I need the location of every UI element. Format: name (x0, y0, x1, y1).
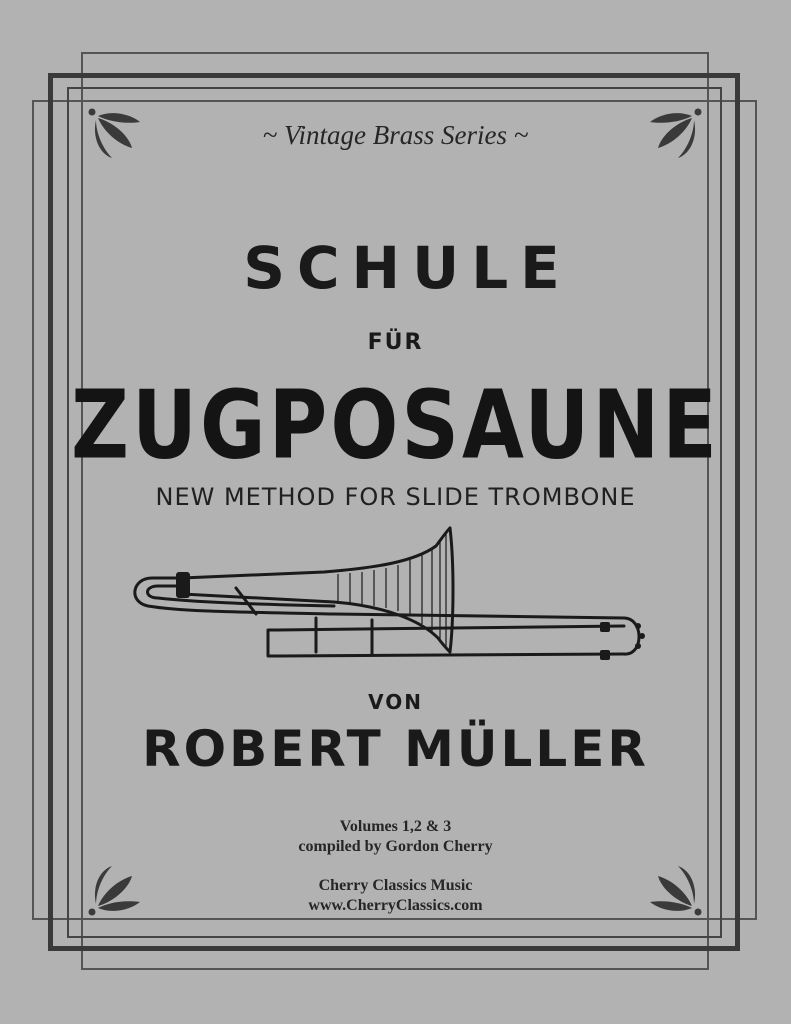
volumes-line: Volumes 1,2 & 3 (339, 818, 452, 835)
title-line-zugposaune: ZUGPOSAUNE (71, 370, 720, 480)
frame-inner-border (67, 87, 722, 938)
title-line-schule: SCHULE (243, 234, 572, 302)
author-name: ROBERT MÜLLER (142, 720, 649, 778)
website-url: www.CherryClassics.com (308, 897, 483, 914)
publisher-name: Cherry Classics Music (318, 877, 473, 894)
compiled-by-line: compiled by Gordon Cherry (298, 838, 493, 855)
subtitle: NEW METHOD FOR SLIDE TROMBONE (155, 483, 636, 511)
by-word: VON (368, 690, 423, 714)
series-title: ~ Vintage Brass Series ~ (262, 120, 529, 150)
trombone-illustration (124, 522, 652, 670)
title-line-fur: FÜR (367, 330, 424, 355)
